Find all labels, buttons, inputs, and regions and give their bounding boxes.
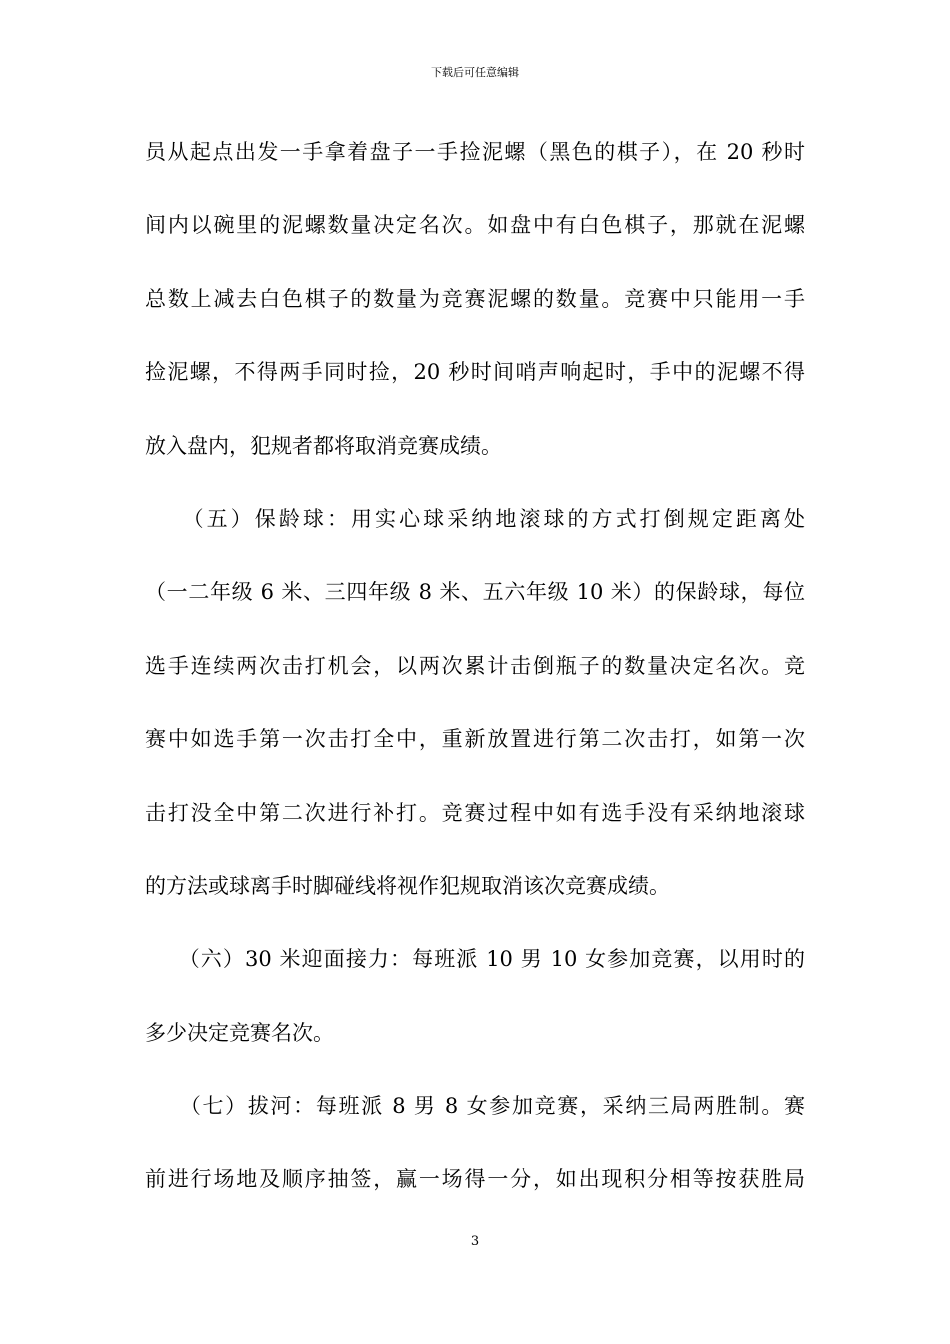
page-number: 3: [470, 1234, 480, 1249]
text-line: （一二年级 6 米、三四年级 8 米、五六年级 10 米）的保龄球，每位: [145, 580, 805, 605]
text-line: 总数上减去白色棋子的数量为竞赛泥螺的数量。竞赛中只能用一手: [145, 286, 805, 311]
text-line: 击打没全中第二次进行补打。竞赛过程中如有选手没有采纳地滚球: [145, 800, 805, 825]
text-line: 赛中如选手第一次击打全中，重新放置进行第二次击打，如第一次: [145, 727, 805, 752]
text-line: 选手连续两次击打机会，以两次累计击倒瓶子的数量决定名次。竞: [145, 653, 805, 678]
text-line: （六）30 米迎面接力：每班派 10 男 10 女参加竞赛，以用时的: [145, 947, 805, 972]
text-line: 的方法或球离手时脚碰线将视作犯规取消该次竞赛成绩。: [145, 873, 670, 898]
text-line: （五）保龄球：用实心球采纳地滚球的方式打倒规定距离处: [145, 506, 805, 531]
text-line: 间内以碗里的泥螺数量决定名次。如盘中有白色棋子，那就在泥螺: [145, 213, 805, 238]
page-header: 下载后可任意编辑: [431, 66, 519, 79]
text-line: 多少决定竞赛名次。: [145, 1020, 334, 1045]
text-line: 放入盘内，犯规者都将取消竞赛成绩。: [145, 433, 502, 458]
text-line: （七）拔河：每班派 8 男 8 女参加竞赛，采纳三局两胜制。赛: [145, 1094, 805, 1119]
text-line: 员从起点出发一手拿着盘子一手捡泥螺（黑色的棋子），在 20 秒时: [145, 140, 805, 164]
text-line: 前进行场地及顺序抽签，赢一场得一分，如出现积分相等按获胜局: [145, 1167, 805, 1192]
body-text: [145, 130, 805, 1231]
text-line: 捡泥螺，不得两手同时捡，20 秒时间哨声响起时，手中的泥螺不得: [145, 360, 805, 385]
